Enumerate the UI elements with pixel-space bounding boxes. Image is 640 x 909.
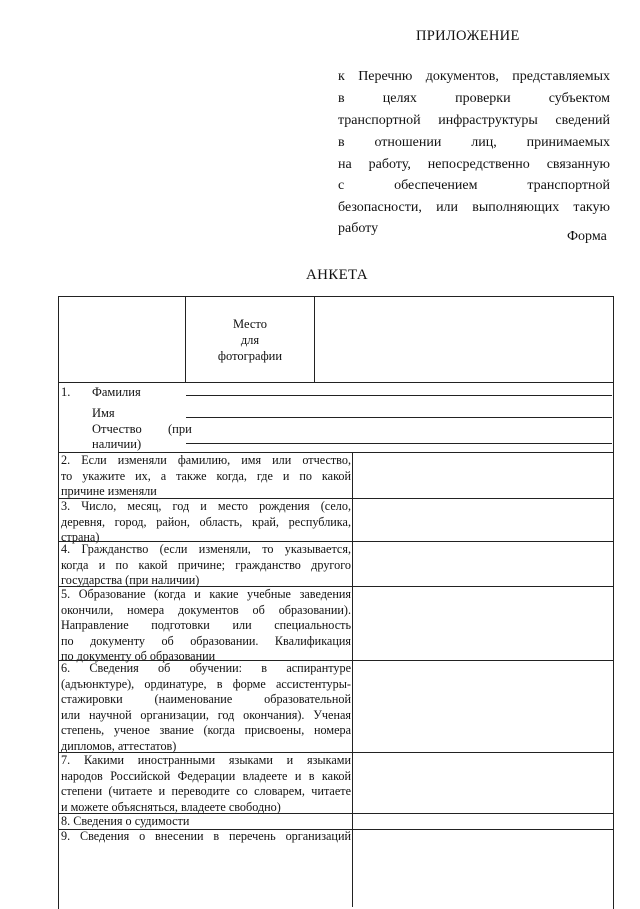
photo-label-line: для — [240, 333, 260, 347]
answer-field-4[interactable] — [353, 542, 611, 585]
fio-number: 1. — [61, 385, 71, 399]
question-7 — [61, 753, 351, 815]
patronymic-label-optional: (при — [168, 422, 192, 436]
question-text-line: 2. Если изменяли фамилию, имя или отчество, — [61, 453, 351, 467]
question-text-line: 7. Какими иностранными языками и языками — [61, 753, 351, 767]
appendix-line: к Перечню документов, представляемых — [338, 69, 610, 84]
question-text-line: по документу об образовании. Квалификация — [61, 633, 351, 648]
question-text-line: Направление подготовки или специальность — [61, 618, 351, 633]
name-label: Имя — [92, 406, 115, 420]
question-text-line: (адъюнктуре), ординатуре, в форме ассистентуры- — [61, 676, 351, 691]
answer-field-7[interactable] — [353, 753, 611, 812]
answer-field-3[interactable] — [353, 499, 611, 540]
answer-field-2[interactable] — [353, 453, 611, 497]
appendix-line: в отношении лиц, принимаемых — [338, 135, 610, 150]
question-3 — [61, 499, 351, 546]
photo-label-line: фотографии — [217, 349, 283, 363]
surname-label: Фамилия — [92, 385, 141, 399]
question-text-line: причине изменяли — [61, 484, 157, 499]
answer-field-9[interactable] — [353, 830, 611, 900]
appendix-line: безопасности, или выполняющих такую — [338, 200, 610, 215]
question-text-line: когда и по какой причине; гражданство другого — [61, 557, 351, 572]
question-text-line: дипломов, аттестатов) — [61, 738, 177, 753]
patronymic-label: Отчество — [92, 422, 142, 436]
photo-label-line: Место — [233, 317, 267, 331]
question-text-line: 8. Сведения о судимости — [61, 814, 190, 828]
row-divider — [58, 382, 613, 383]
question-text-line: 4. Гражданство (если изменяли, то указывается, — [61, 542, 351, 556]
appendix-heading: ПРИЛОЖЕНИЕ — [416, 28, 520, 44]
question-5 — [61, 587, 351, 665]
question-text-line: степень, ученое звание (когда присвоены, номера — [61, 723, 351, 738]
question-text-line: по документу об образовании — [61, 649, 216, 664]
page-title: АНКЕТА — [306, 267, 368, 283]
question-text-line: и можете объясняться, владеете свободно) — [61, 799, 281, 814]
appendix-line: работу — [338, 221, 379, 236]
question-2 — [61, 453, 351, 500]
question-text-line: 9. Сведения о внесении в перечень организаций — [61, 829, 351, 843]
patronymic-field[interactable] — [186, 443, 612, 444]
answer-field-8[interactable] — [353, 814, 611, 828]
photo-placeholder — [186, 316, 314, 364]
question-text-line: окончили, номера документов об образовании). — [61, 602, 351, 617]
question-text-line: то укажите их, а также когда, где и по какой — [61, 468, 351, 483]
question-text-line: народов Российской Федерации владеете и в какой — [61, 768, 351, 783]
question-text-line: деревня, город, район, область, край, республика, — [61, 514, 351, 529]
answer-field-6[interactable] — [353, 661, 611, 751]
question-text-line: 6. Сведения об обучении: в аспирантуре — [61, 661, 351, 675]
question-text-line: степени (читаете и переводите со словарем, читаете — [61, 784, 351, 799]
name-field[interactable] — [186, 417, 612, 418]
appendix-line: с обеспечением транспортной — [338, 178, 610, 193]
question-text-line: 3. Число, месяц, год и место рождения (село, — [61, 499, 351, 513]
answer-field-5[interactable] — [353, 587, 611, 659]
photo-cell-right-border — [314, 296, 315, 382]
question-4 — [61, 542, 351, 589]
question-text-line: государства (при наличии) — [61, 573, 200, 588]
form-label: Форма — [567, 229, 607, 244]
surname-field[interactable] — [186, 395, 612, 396]
appendix-line: транспортной инфраструктуры сведений — [338, 113, 610, 128]
question-text-line: стажировки (наименование образовательной — [61, 692, 351, 707]
question-9 — [61, 829, 351, 845]
question-8 — [61, 814, 351, 830]
question-text-line: 5. Образование (когда и какие учебные заведения — [61, 587, 351, 601]
appendix-line: на работу, непосредственно связанную — [338, 157, 610, 172]
question-text-line: или научной организации, год окончания). Ученая — [61, 707, 351, 722]
appendix-line: в целях проверки субъектом — [338, 91, 610, 106]
question-text-line: страна) — [61, 530, 100, 545]
patronymic-label-optional: наличии) — [92, 437, 142, 451]
question-6 — [61, 661, 351, 755]
